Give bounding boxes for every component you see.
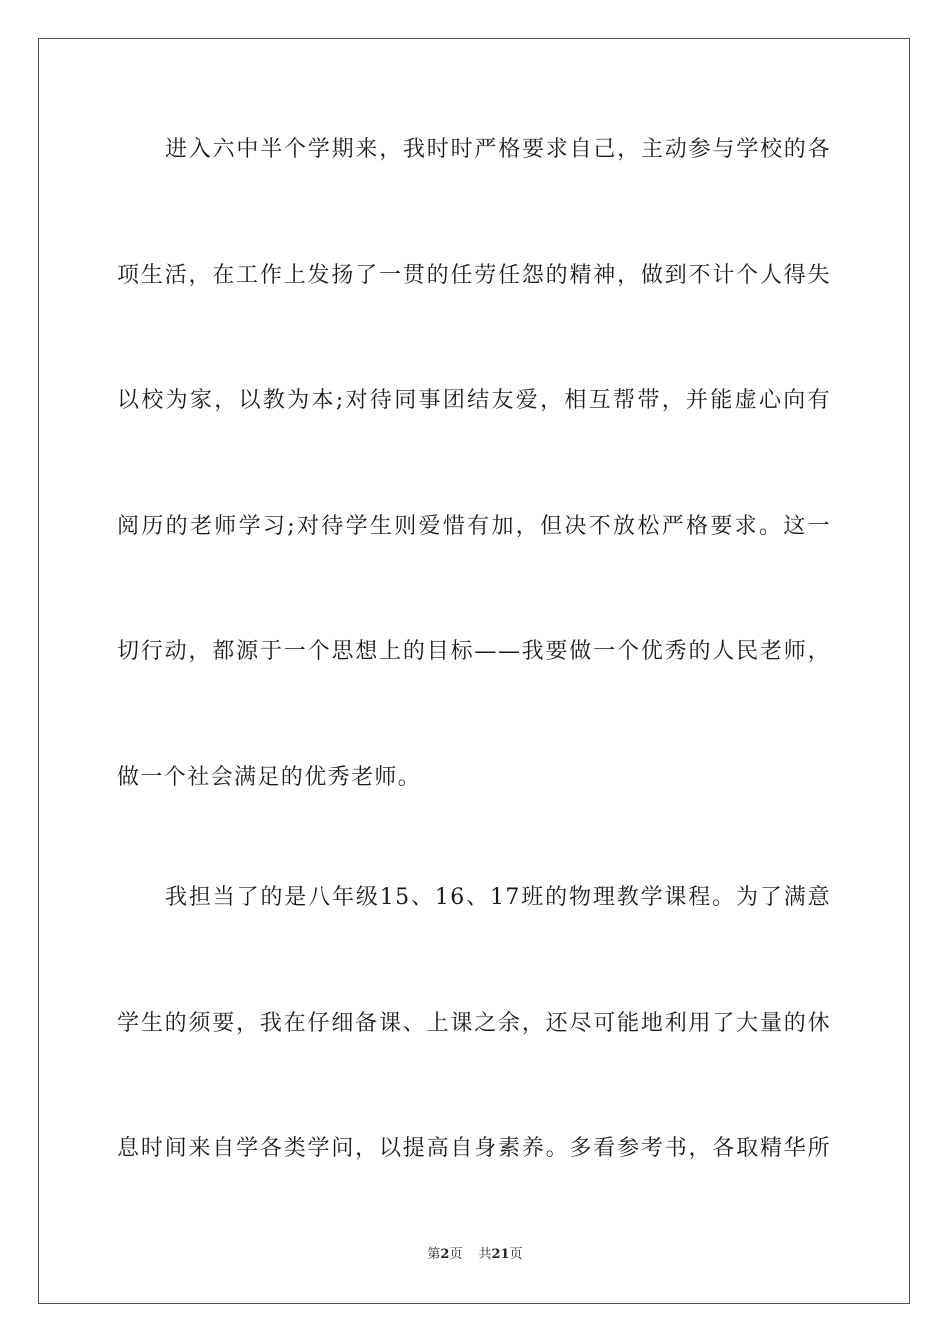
page-border [38, 38, 910, 1304]
footer-page-prefix: 第 [427, 1247, 441, 1262]
paragraph-1-line-3: 以校为家，以教为本;对待同事团结友爱，相互帮带，并能虚心向有 [117, 388, 831, 413]
footer-page-suffix: 页 [449, 1247, 463, 1262]
paragraph-2-line-1: 我担当了的是八年级15、16、17班的物理教学课程。为了满意 [165, 885, 831, 910]
footer-total-pages: 21 [491, 1247, 510, 1262]
paragraph-1-line-1: 进入六中半个学期来，我时时严格要求自己，主动参与学校的各 [165, 137, 831, 162]
paragraph-1-line-5: 切行动，都源于一个思想上的目标——我要做一个优秀的人民老师， [117, 639, 831, 664]
footer-total-suffix: 页 [509, 1247, 523, 1262]
page-footer [0, 1246, 950, 1264]
paragraph-2-line-2: 学生的须要，我在仔细备课、上课之余，还尽可能地利用了大量的休 [117, 1011, 831, 1036]
footer-page-number: 2 [440, 1247, 450, 1262]
paragraph-1-line-2: 项生活，在工作上发扬了一贯的任劳任怨的精神，做到不计个人得失 [117, 263, 831, 288]
footer-total-prefix: 共 [478, 1247, 492, 1262]
paragraph-1-line-6: 做一个社会满足的优秀老师。 [117, 765, 422, 790]
paragraph-2-line-3: 息时间来自学各类学问，以提高自身素养。多看参考书，各取精华所 [117, 1136, 831, 1161]
paragraph-1-line-4: 阅历的老师学习;对待学生则爱惜有加，但决不放松严格要求。这一 [117, 514, 831, 539]
